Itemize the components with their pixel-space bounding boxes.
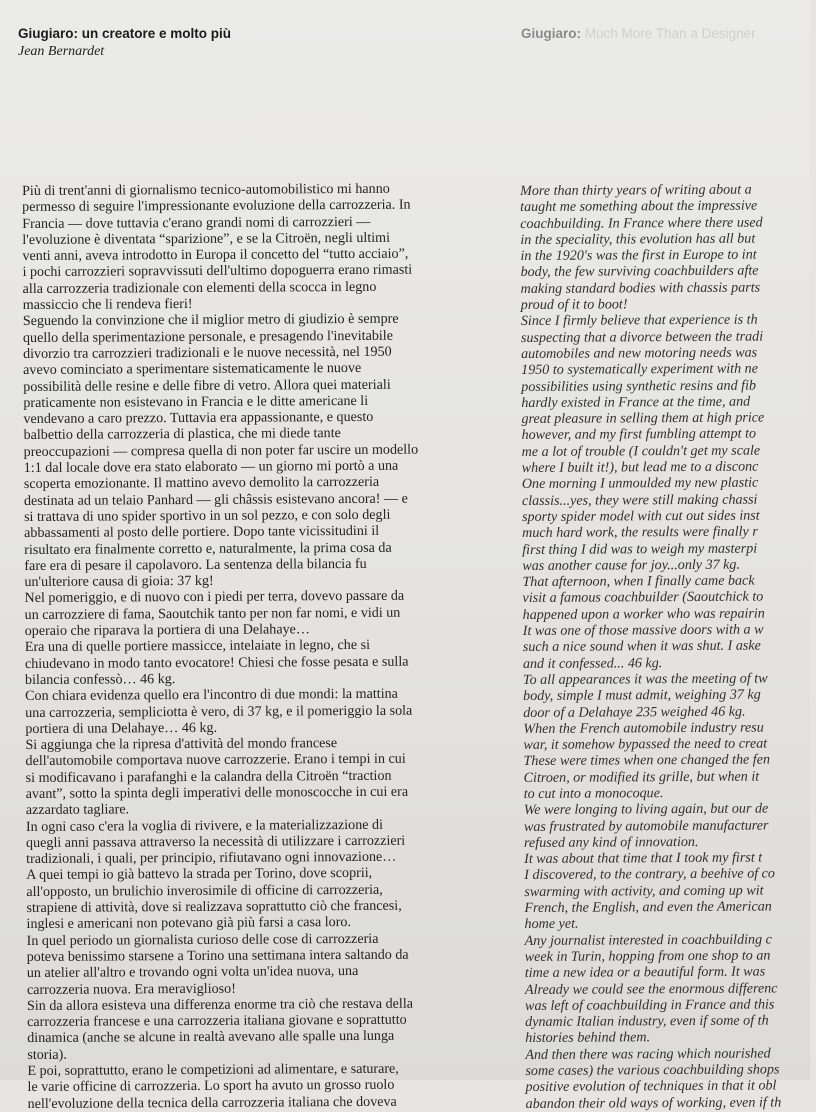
text-line: was left of coachbuilding in France and this (524, 996, 775, 1014)
text-line: When the French automobile industry resu (523, 719, 764, 737)
text-line: Sin da allora esisteva una differenza enorme tra ciò che restava della (26, 995, 414, 1014)
text-line: was frustrated by automobile manufacturer (523, 817, 769, 835)
text-line: si trattava di uno spider sportivo in un sol pezzo, e con solo degli (23, 506, 391, 525)
text-line: And then there was racing which nourished (525, 1045, 771, 1063)
text-line: Più di trent'anni di giornalismo tecnico-automobilistico mi hanno (22, 180, 390, 199)
text-line: sporty spider model with cut out sides inst (521, 507, 760, 525)
text-line: Already we could see the enormous differenc (524, 979, 778, 998)
text-line: To all appearances it was the meeting of tw (522, 670, 768, 688)
text-line: dynamic Italian industry, even if some of th (525, 1012, 769, 1031)
text-line: It was about that time that I took my first t (524, 849, 763, 868)
text-line: We were longing to living again, but our de (523, 800, 769, 819)
text-line: Si aggiunga che la ripresa d'attività del mondo francese (25, 735, 338, 754)
text-line: carrozzeria nuova. Era meraviglioso! (26, 980, 236, 998)
italian-title: Giugiaro: un creatore e molto più (18, 26, 232, 41)
text-line: Nel pomeriggio, e di nuovo con i piedi per terra, dovevo passare da (24, 588, 405, 607)
text-line: l'evoluzione è diventata “sparizione”, e se la Citroën, negli ultimi (22, 229, 391, 248)
text-line: dell'automobile comportava nuove carrozzerie. Erano i tempi in cui (25, 751, 406, 770)
text-line: happened upon a worker who was repairin (522, 605, 765, 623)
text-line: possibilità delle resine e delle fibre di vetro. Allora quei materiali (23, 376, 391, 395)
text-line: and it confessed... 46 kg. (522, 654, 663, 672)
text-line: i pochi carrozzieri sopravvissuti dell'ultimo dopoguerra erano rimasti (22, 262, 413, 281)
text-line: praticamente non esistevano in Francia e le ditte americane li (23, 392, 369, 411)
text-line: histories behind them. (525, 1029, 651, 1047)
text-line: dinamica (anche se alcune in realtà avevano alle spalle una lunga (27, 1028, 395, 1047)
text-line: coachbuilding. In France where there used (520, 214, 763, 232)
text-line: I discovered, to the contrary, a beehive of co (524, 865, 776, 884)
text-line: Con chiara evidenza quello era l'incontro di due mondi: la mattina (25, 685, 398, 705)
text-line: In ogni caso c'era la voglia di rivivere, e la materializzazione di (25, 816, 384, 835)
english-title (521, 26, 756, 41)
text-line: portiera di una Delahaye… 46 kg. (25, 719, 218, 737)
text-line: vendevano a caro prezzo. Tuttavia era appassionante, e questo (23, 409, 374, 428)
text-line: automobiles and new motoring needs was (520, 344, 758, 362)
text-line: was another cause for joy...only 37 kg. (522, 556, 741, 574)
text-line: tradizionali, i quali, per principio, rifiutavano ogni innovazione… (26, 848, 397, 868)
text-line: taught me something about the impressive (520, 197, 758, 216)
english-title-main: Giugiaro: (521, 26, 581, 41)
text-line: Era una di quelle portiere massicce, intelaiate in legno, che si (24, 637, 371, 656)
text-line: venti anni, aveva introdotto in Europa il concetto del “tutto acciaio”, (22, 245, 409, 265)
text-line: 1:1 dal locale dove era stato elaborato — un giorno mi portò a una (23, 457, 399, 477)
text-line: alla carrozzeria tradizionale con elementi della scocca in legno (22, 278, 377, 297)
text-line: time a new idea or a beautiful form. It was (524, 963, 766, 982)
text-line: abbassamenti al posto delle portiere. Dopo tante vicissitudini il (24, 523, 380, 542)
text-line: un carrozziere di fama, Saoutchik tanto per non far nomi, e vidi un (24, 604, 401, 623)
english-text-column (520, 181, 815, 1112)
text-line: all'opposto, un brulichio inverosimile di officine di carrozzeria, (26, 881, 383, 900)
text-line: In quel periodo un giornalista curioso delle cose di carrozzeria (26, 930, 379, 949)
text-line: positive evolution of techniques in that it obl (525, 1077, 777, 1096)
text-line: chiudevano in modo tanto evocatore! Chiesi che fosse pesata e sulla (24, 653, 409, 672)
italian-author: Jean Bernardet (18, 44, 105, 59)
text-line: making standard bodies with chassis parts (520, 279, 761, 297)
text-line: E poi, soprattutto, erano le competizioni ad alimentare, e saturare, (27, 1060, 399, 1080)
text-line: refused any kind of innovation. (523, 833, 699, 851)
text-line: door of a Delahaye 235 weighed 46 kg. (523, 703, 746, 721)
text-line: strapiene di attività, dove si realizzava soprattutto ciò che francesi, (26, 897, 402, 917)
text-line: un'ulteriore causa di gioia: 37 kg! (24, 572, 214, 591)
text-line: quello della sperimentazione personale, e presagendo l'inevitabile (22, 327, 394, 346)
text-line: una carrozzeria, sempliciotta è vero, di 37 kg, e il pomeriggio la sola (25, 702, 413, 721)
text-line: inglesi e americani non potevano già più farsi a casa loro. (26, 914, 352, 933)
text-line: home yet. (524, 916, 579, 933)
text-line: Citroen, or modified its grille, but when it (523, 768, 760, 786)
text-line: great pleasure in selling them at high price (521, 409, 765, 428)
text-line: classis...yes, they were still making chassi (521, 491, 758, 509)
text-line: preoccupazioni — compresa quella di non poter far uscire un modello (23, 441, 419, 460)
text-line: to cut into a monocoque. (523, 785, 664, 802)
text-line: abandon their old ways of working, even if th (525, 1094, 782, 1112)
italian-text-column (22, 180, 505, 1112)
text-line: hardly existed in France at the time, and (521, 393, 751, 411)
text-line: divorzio tra carrozzieri tradizionali e le nuove necessità, nel 1950 (22, 343, 392, 362)
text-line: risultato era finalmente corretto e, naturalmente, la prima cosa da (24, 539, 392, 558)
english-title-faded: Much More Than a Designer (584, 26, 756, 41)
text-line: Seguendo la convinzione che il miglior metro di giudizio è sempre (22, 311, 399, 330)
text-line: carrozzeria francese e una carrozzeria italiana giovane e soprattutto (27, 1011, 407, 1031)
text-line: such a nice sound when it was shut. I aske (522, 637, 761, 656)
text-line: French, the English, and even the American (524, 898, 772, 917)
text-line: where I built it!), but lead me to a disconc (521, 458, 759, 477)
text-line: un atelier all'altro e trovando ogni volta un'idea nuova, una (26, 963, 359, 982)
text-line: That afternoon, when I finally came back (522, 572, 755, 591)
text-line: avant”, sotto la spinta degli imperativi delle monoscocche in cui era (25, 783, 409, 802)
text-line: Since I firmly believe that experience is th (520, 311, 758, 330)
text-line: first thing I did was to weigh my masterpi (522, 540, 758, 558)
text-line: visit a famous coachbuilder (Saoutchick to (522, 588, 764, 607)
text-line: poteva benissimo starsene a Torino una settimana intera saltando da (26, 946, 409, 965)
text-line: proud of it to boot! (520, 296, 628, 314)
text-line: suspecting that a divorce between the tradi (520, 328, 764, 346)
text-line: quegli anni passava attraverso la necessità di utilizzare i carrozzieri (25, 832, 406, 851)
text-line: balbettio della carrozzeria di plastica, che mi diede tante (23, 425, 341, 444)
text-line: More than thirty years of writing about a (520, 181, 752, 199)
text-line: Francia — dove tuttavia c'erano grandi nomi di carrozzieri — (22, 213, 371, 232)
text-line: Any journalist interested in coachbuilding c (524, 931, 772, 949)
text-line: body, the few surviving coachbuilders afte (520, 263, 759, 281)
text-line: swarming with activity, and coming up wit (524, 882, 764, 900)
text-line: storia). (27, 1046, 67, 1063)
text-line: me a lot of trouble (I couldn't get my scale (521, 442, 761, 460)
text-line: in the 1920's was the first in Europe to int (520, 246, 757, 265)
text-line: war, it somehow bypassed the need to creat (523, 735, 768, 754)
text-line: It was one of those massive doors with a w (522, 621, 764, 640)
text-line: possibilities using synthetic resins and fib (521, 377, 757, 395)
text-line: destinata ad un telaio Panhard — gli châssis esistevano ancora! — e (23, 490, 408, 509)
text-line: scoperta emozionante. Il mattino avevo demolito la carrozzeria (23, 474, 380, 493)
text-line: le varie officine di carrozzeria. Lo sport ha avuto un grosso ruolo (27, 1077, 395, 1096)
text-line: azzardato tagliare. (25, 801, 130, 819)
text-line: avevo cominciato a sperimentare sistematicamente le nuove (23, 360, 362, 379)
text-line: fare era di pesare il capolavoro. La sentenza della bilancia fu (24, 555, 367, 574)
text-line: massiccio che li rendeva fieri! (22, 296, 193, 314)
text-line: in the speciality, this evolution has all but (520, 230, 756, 248)
text-line: however, and my first fumbling attempt to (521, 426, 757, 444)
text-line: One morning I unmoulded my new plastic (521, 474, 759, 493)
text-line: permesso di seguire l'impressionante evoluzione della carrozzeria. In (22, 196, 411, 216)
text-line: operaio che riparava la portiera di una Delahaye… (24, 621, 311, 640)
text-line: 1950 to systematically experiment with ne (521, 360, 759, 379)
text-line: nell'evoluzione della tecnica della carrozzeria italiana che doveva (27, 1093, 397, 1112)
text-line: A quei tempi io già battevo la strada per Torino, dove scoprii, (26, 865, 373, 884)
text-line: bilancia confessò… 46 kg. (24, 670, 176, 688)
text-line: These were times when one changed the fen (523, 751, 771, 770)
text-line: some cases) the various coachbuilding shops (525, 1061, 780, 1080)
text-line: body, simple I must admit, weighing 37 kg (523, 686, 761, 705)
text-line: si modificavano i parafanghi e la calandra della Citroën “traction (25, 767, 392, 786)
text-line: much hard work, the results were finally r (522, 523, 758, 542)
text-line: week in Turin, hopping from one shop to an (524, 947, 771, 965)
